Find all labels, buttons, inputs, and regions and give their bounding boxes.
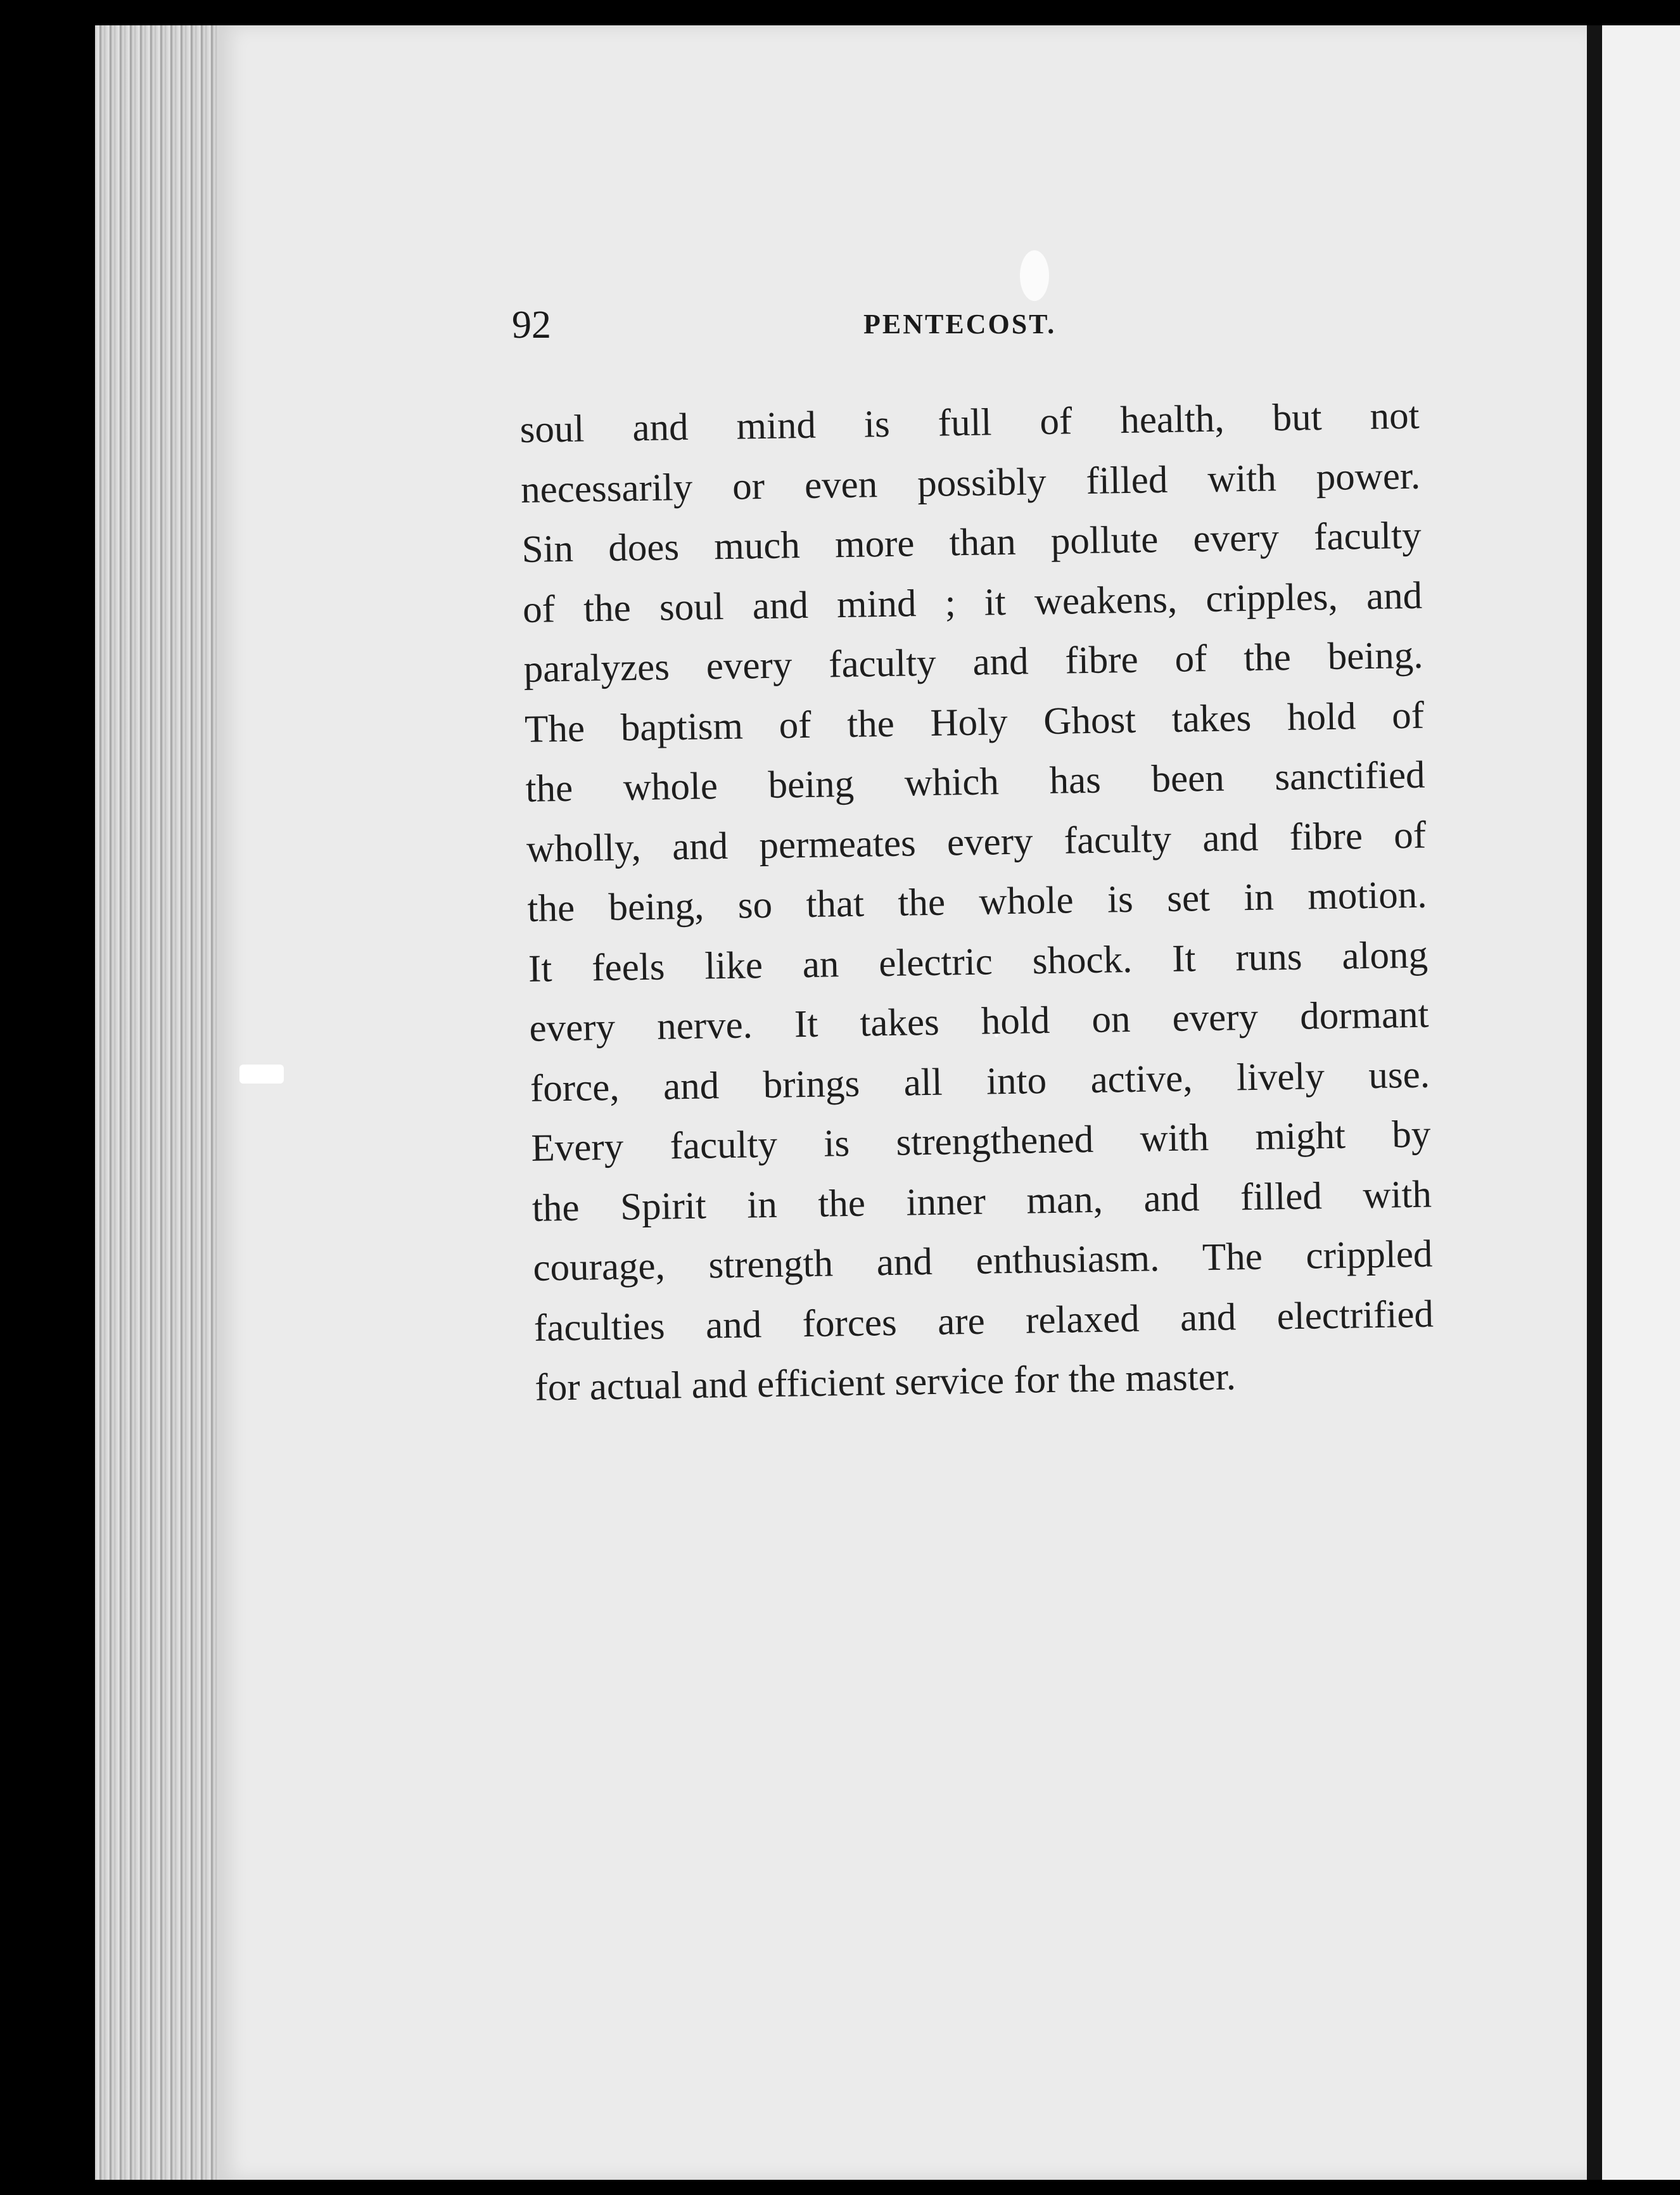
- text-line: Every faculty is strengthened with might by: [531, 1113, 1431, 1170]
- text-line: every nerve. It takes hold on every dormant: [529, 993, 1429, 1050]
- facing-page-edge: [1602, 25, 1680, 2180]
- text-line: paralyzes every faculty and fibre of the being.: [523, 634, 1424, 691]
- facing-page-gutter: [1587, 25, 1602, 2180]
- text-line: force, and brings all into active, lively use.: [530, 1053, 1430, 1110]
- text-line: for actual and efficient service for the master.: [534, 1355, 1237, 1409]
- page-number: 92: [512, 304, 551, 347]
- text-line: The baptism of the Holy Ghost takes hold of: [524, 694, 1425, 751]
- body-text: [519, 387, 1435, 1419]
- text-line: the being, so that the whole is set in motion.: [527, 873, 1427, 930]
- running-title: PENTECOST.: [863, 309, 1057, 340]
- text-line: faculties and forces are relaxed and electrified: [533, 1293, 1434, 1350]
- text-line: the whole being which has been sanctified: [525, 753, 1425, 810]
- text-line: the Spirit in the inner man, and filled with: [531, 1173, 1432, 1230]
- page-header: [512, 303, 1418, 360]
- scan-speck: [1020, 250, 1049, 301]
- text-line: courage, strength and enthusiasm. The crippled: [532, 1232, 1433, 1289]
- text-line: soul and mind is full of health, but not: [519, 394, 1420, 451]
- text-line: It feels like an electric shock. It runs along: [528, 933, 1429, 990]
- text-line: necessarily or even possibly filled with power.: [520, 454, 1421, 511]
- scan-speck: [239, 1065, 284, 1084]
- text-line: Sin does much more than pollute every faculty: [521, 514, 1422, 571]
- text-line: wholly, and permeates every faculty and fibre of: [526, 814, 1427, 871]
- text-line: of the soul and mind ; it weakens, cripples, and: [522, 574, 1423, 631]
